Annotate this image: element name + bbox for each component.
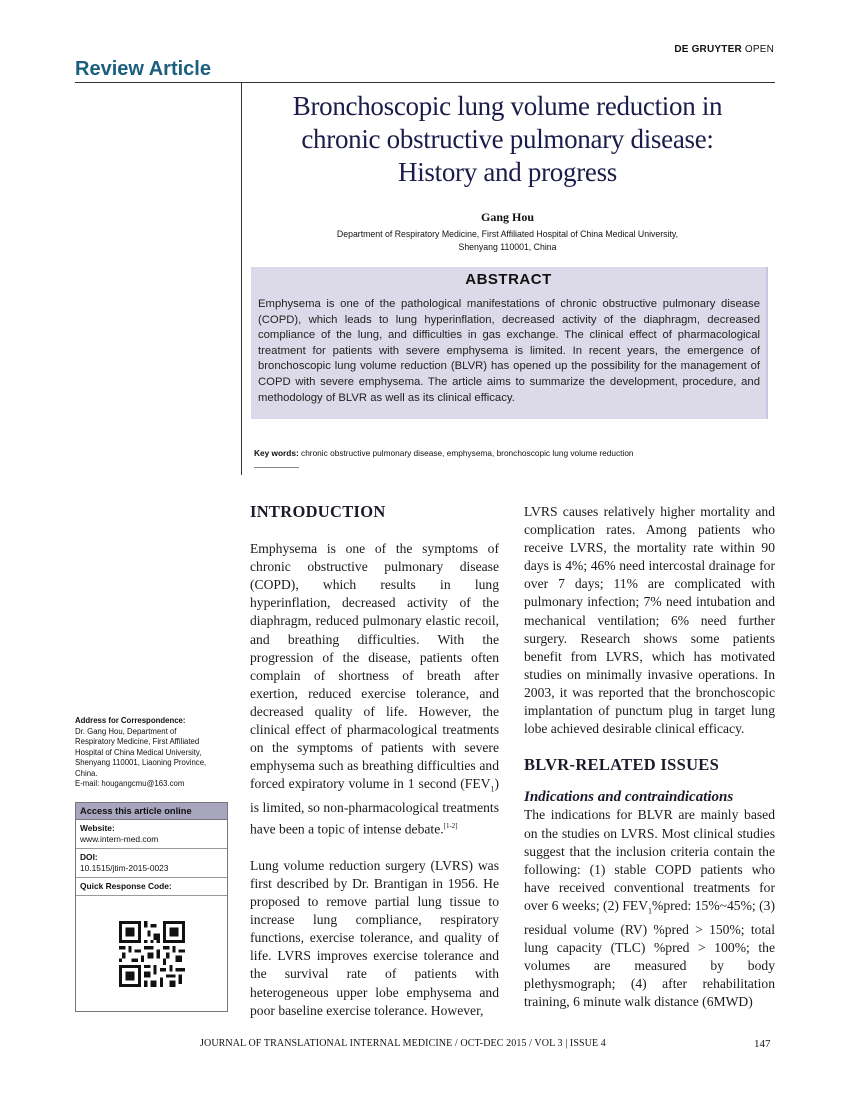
correspondence-line: Dr. Gang Hou, Department of	[75, 726, 177, 736]
correspondence-line: China.	[75, 768, 98, 778]
correspondence-email[interactable]: E-mail: hougangcmu@163.com	[75, 779, 185, 788]
website-label: Website:	[80, 823, 115, 833]
publisher-logo	[674, 44, 774, 55]
body-column-left	[250, 503, 499, 1020]
citation-ref[interactable]: [1-2]	[443, 822, 458, 831]
fev-subscript: 1	[490, 785, 495, 795]
affiliation-line: Shenyang 110001, China	[458, 242, 557, 253]
indications-paragraph	[524, 806, 775, 1011]
indications-text: The indications for BLVR are mainly based on the studies on LVRS. Most clinical studies suggest that the inclusion criteria contain the following: (1) stable COPD patients who have received conventional treatments for over 6 weeks; (2) FEV	[524, 807, 775, 913]
introduction-heading: INTRODUCTION	[250, 502, 386, 521]
qr-code-icon[interactable]	[119, 921, 185, 987]
indications-heading: Indications and contraindications	[524, 789, 734, 806]
access-heading: Access this article online	[76, 803, 227, 820]
title-line: History and progress	[398, 157, 617, 187]
section-label: Review Article	[75, 58, 211, 80]
intro-paragraph-2: Lung volume reduction surgery (LVRS) was first described by Dr. Brantigan in 1956. He proposed to remove partial lung tissue to increase lung compliance, respiratory functions, exercise tolerance, and quality of life. LVRS improves exercise tolerance and the survival rate of patients with heterogeneous upper lobe emphysema and poor baseline exercise tolerance. However,	[250, 857, 499, 1018]
intro-p1-text-end: ) is limited, so non-pharmacological treatments have been a topic of intense debate.	[250, 776, 499, 837]
title-line: Bronchoscopic lung volume reduction in	[292, 91, 723, 121]
correspondence-block	[75, 716, 235, 790]
article-title	[245, 90, 770, 189]
author-name: Gang Hou	[480, 210, 534, 224]
affiliation-line: Department of Respiratory Medicine, First Affiliated Hospital of China Medical University,	[336, 229, 679, 240]
keywords-text: chronic obstructive pulmonary disease, emphysema, bronchoscopic lung volume reduction	[298, 448, 634, 458]
keywords-label: Key words:	[254, 448, 299, 458]
author-affiliation	[266, 228, 749, 254]
access-online-box	[75, 802, 228, 1012]
qr-label-row	[76, 878, 227, 896]
keywords	[254, 448, 769, 458]
header-divider	[75, 82, 775, 83]
title-line: chronic obstructive pulmonary disease:	[301, 124, 714, 154]
lvrs-paragraph: LVRS causes relatively higher mortality and complication rates. Among patients who receive LVRS, the mortality rate within 90 days is 4%; 46% need intercostal drainage for over 7 days; 11% are complicated with pulmonary infection; 7% need intubation and mechanical ventilation; 6% need further surgery. Research shows some patients benefit from LVRS, which has motivated studies on minimally invasive operations. In 2003, it was reported that the bronchoscopic implantation of punctum plug in target lung lobe achieved desirable clinical efficacy.	[524, 504, 775, 737]
correspondence-label: Address for Correspondence:	[75, 716, 186, 725]
correspondence-line: Shenyang 110001, Liaoning Province,	[75, 758, 207, 767]
website-link[interactable]: www.intern-med.com	[80, 834, 159, 844]
correspondence-line: Hospital of China Medical University,	[75, 747, 202, 757]
intro-p1-text: Emphysema is one of the symptoms of chronic obstructive pulmonary disease (COPD), which results in lung hyperinflation, decreased activity of the diaphragm, reduced pulmonary elastic recoil, and breathing difficulties. With the progression of the disease, patients often complain of shortness of breath after exertion, reduced exercise tolerance, and decreased quality of life. However, the clinical effect of pharmacological treatments on the symptoms of patients with severe emphysema such as breathing difficulties and forced expiratory volume in 1 second (FEV	[250, 541, 499, 792]
fev-subscript: 1	[648, 906, 653, 916]
intro-paragraph-1	[250, 540, 499, 839]
qr-container	[76, 896, 227, 1011]
doi-label: DOI:	[80, 852, 98, 862]
publisher-name-bold: DE GRUYTER	[674, 44, 742, 55]
body-column-right	[524, 503, 775, 1011]
qr-label: Quick Response Code:	[80, 881, 172, 891]
abstract-text: Emphysema is one of the pathological manifestations of chronic obstructive pulmonary disease (COPD), which leads to lung hyperinflation, decreased activity of the diaphragm, decreased compliance of the lung, and difficulties in gas exchange. The clinical effect of pharmacological treatment for patients with severe emphysema is limited. In recent years, the emergence of bronchoscopic lung volume reduction (BLVR) has opened up the possibility for the management of COPD with severe emphysema. The article aims to summarize the development, procedure, and methodology of BLVR as well as its clinical efficacy.	[258, 298, 760, 404]
doi-link[interactable]: 10.1515/jtim-2015-0023	[80, 863, 169, 873]
vertical-divider	[241, 82, 242, 475]
website-row	[76, 820, 227, 849]
indications-text-end: %pred: 15%~45%; (3) residual volume (RV) %pred > 150%; total lung capacity (TLC) %pred > 100%; the volumes are measured by body plethysmograph; (4) after rehabilitation training, 6 minute walk distance (6MWD)	[524, 897, 775, 1010]
page-number: 147	[754, 1038, 771, 1050]
abstract-heading: ABSTRACT	[465, 271, 552, 288]
correspondence-line: Respiratory Medicine, First Affiliated	[75, 737, 200, 746]
doi-row	[76, 849, 227, 878]
journal-footer: JOURNAL OF TRANSLATIONAL INTERNAL MEDICINE / OCT-DEC 2015 / VOL 3 | ISSUE 4	[200, 1038, 606, 1049]
blvr-heading: BLVR-RELATED ISSUES	[524, 755, 720, 775]
keywords-divider	[254, 467, 299, 468]
publisher-name-rest: OPEN	[741, 44, 774, 55]
